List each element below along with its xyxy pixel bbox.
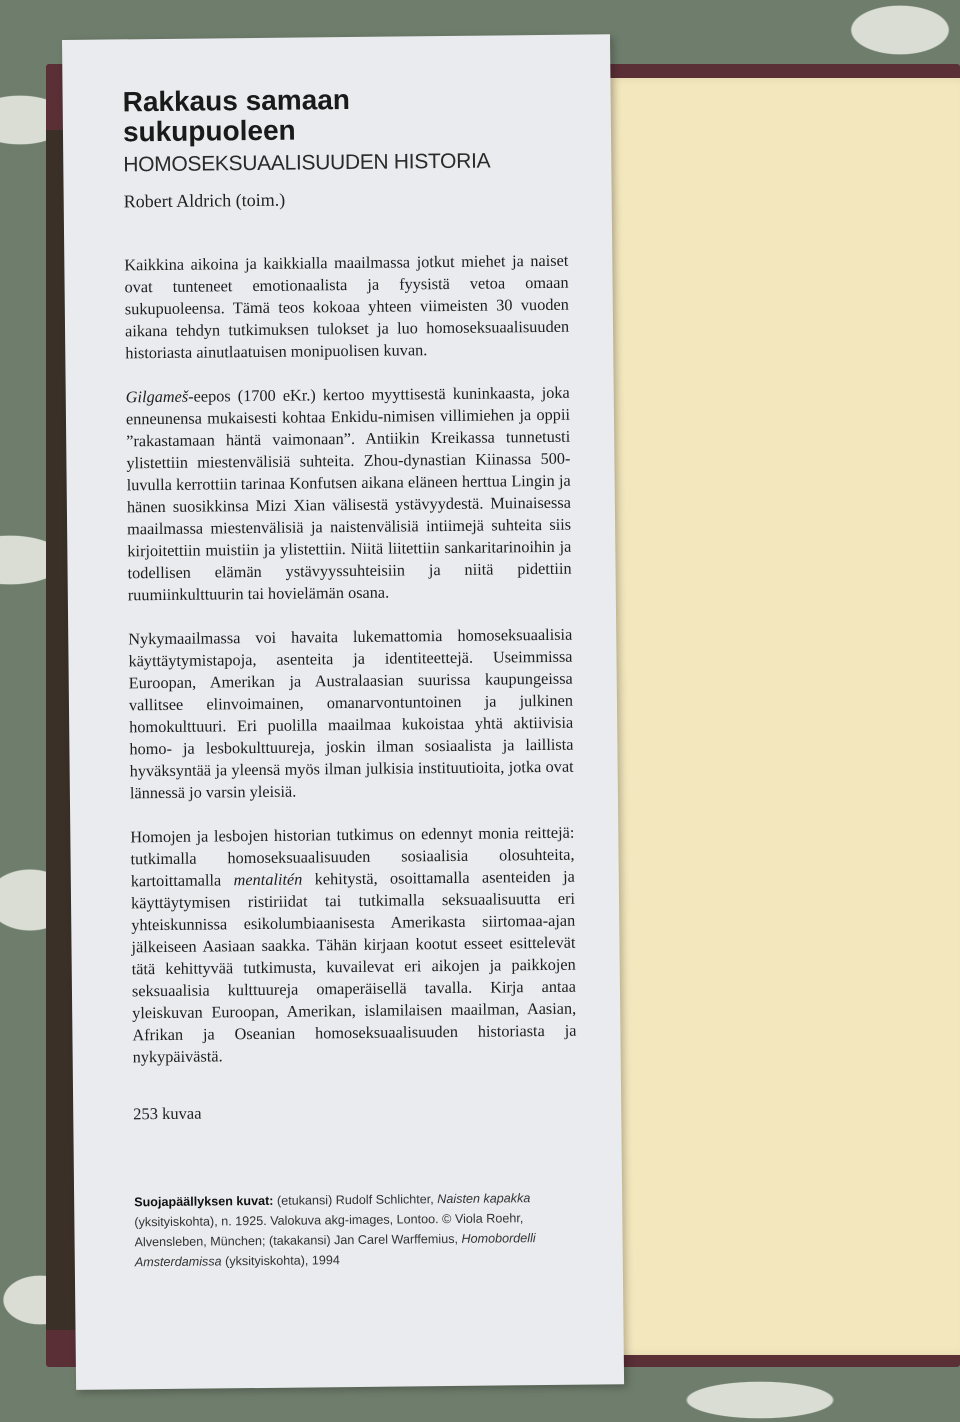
credits-artwork-1: Naisten kapakka: [437, 1191, 531, 1207]
blurb-paragraph-4: [130, 822, 577, 1069]
blurb-paragraph-2: [126, 382, 572, 607]
paragraph-4-text-b: kehitystä, osoittamalla asenteiden ja käyttäytymisen ristiriidat tai tutkimalla seksuaalisuutta eri yhteiskunnissa esikolumbiaanisesta Amerikasta siirtomaa-ajan jälkeiseen Aasiaan saakka. Tähän kirjaan kootut esseet esittelevät tätä kehittyvää tutkimusta, kuvailevat eri aikojen ja paikkojen seksuaalisia kulttuureja omaperäisellä tavalla. Kirja antaa yleiskuvan Euroopan, Amerikan, islamilaisen maailman, Aasian, Afrikan ja Oseanian homoseksuaalisuuden historiasta ja nykypäivästä.: [130, 866, 577, 1067]
credits-label: Suojapäällyksen kuvat:: [134, 1193, 274, 1210]
mentalite-term: mentalitén: [233, 869, 303, 890]
blurb-paragraph-3: Nykymaailmassa voi havaita lukemattomia homoseksuaalisia käyttäytymistapoja, asenteita ja identiteettejä. Useimmissa Euroopan, Amerikan ja Australaasian suurissa kaupungeissa vallitsee elinvoimainen, omanarvontuntoinen ja julkinen homokulttuuri. Eri puolilla maailmaa kukoistaa yhtä aktiivisia homo- ja lesbokulttuureja, joskin ilman sosiaalista ja laillista hyväksyntää ja yleensä myös ilman julkisia instituutioita, jotka ovat lännessä jo varsin yleisiä.: [128, 624, 574, 803]
credits-artwork-2: Homobordelli Amsterdamissa: [134, 1231, 536, 1270]
title-line-1: Rakkaus samaan: [122, 83, 351, 118]
book-title: [122, 83, 567, 148]
dust-jacket-flap: [62, 34, 624, 1390]
credits-text-3: (yksityiskohta), 1994: [221, 1253, 340, 1269]
book-subtitle: HOMOSEKSUAALISUUDEN HISTORIA: [123, 149, 491, 177]
book-endpaper: [606, 78, 960, 1355]
credits-text-2: (yksityiskohta), n. 1925. Valokuva akg-images, Lontoo. © Viola Roehr, Alvensleben, München; (takakansi) Jan Carel Warffemius,: [134, 1211, 524, 1250]
paragraph-2-text: -eepos (1700 eKr.) kertoo myyttisestä kuninkaasta, joka enneunensa mukaisesti kohtaa Enkidu-nimisen villimiehen ja oppii ”rakastamaan häntä vaimonaan”. Antiikin Kreikassa tunnetusti ylistettiin miestenvälisiä suhteita. Zhou-dynastian Kiinassa 500-luvulla kerrottiin tarinaa Konfutsen aikana eläneen herttua Lingin ja hänen suosikkinsa Mizi Xian välisestä ystävyydestä. Muinaisessa maailmassa miestenvälisiä ja naistenvälisiä intiimejä suhteita siis kirjoitettiin muistiin ja ylistettiin. Niitä liitettiin sankaritarinoihin ja todellisen elämän ystävyyssuhteisiin ja niitä pidettiin ruumiinkulttuurin tai hovielämän osana.: [125, 382, 572, 605]
book-editor: Robert Aldrich (toim.): [123, 189, 286, 212]
credits-text-1: (etukansi) Rudolf Schlichter,: [273, 1192, 438, 1208]
image-count: 253 kuvaa: [133, 1103, 202, 1124]
paragraph-4-text-a: Homojen ja lesbojen historian tutkimus on edennyt monia reittejä: tutkimalla homoseksuaalisuuden sosiaalisia olosuhteita, kartoittamalla: [130, 822, 575, 891]
epic-title: Gilgameš: [125, 386, 189, 407]
title-line-2: sukupuoleen: [122, 114, 296, 148]
blurb-paragraph-1: Kaikkina aikoina ja kaikkialla maailmassa jotkut miehet ja naiset ovat tunteneet emotionaalista ja fyysistä vetoa omaan sukupuoleensa. Tämä teos kokoaa yhteen viimeisten 30 vuoden aikana tehdyn tutkimuksen tulokset ja luo homoseksuaalisuuden historiasta ainutlaatuisen monipuolisen kuvan.: [124, 250, 570, 363]
flap-content: [122, 83, 578, 1273]
cover-image-credits: [134, 1188, 579, 1273]
